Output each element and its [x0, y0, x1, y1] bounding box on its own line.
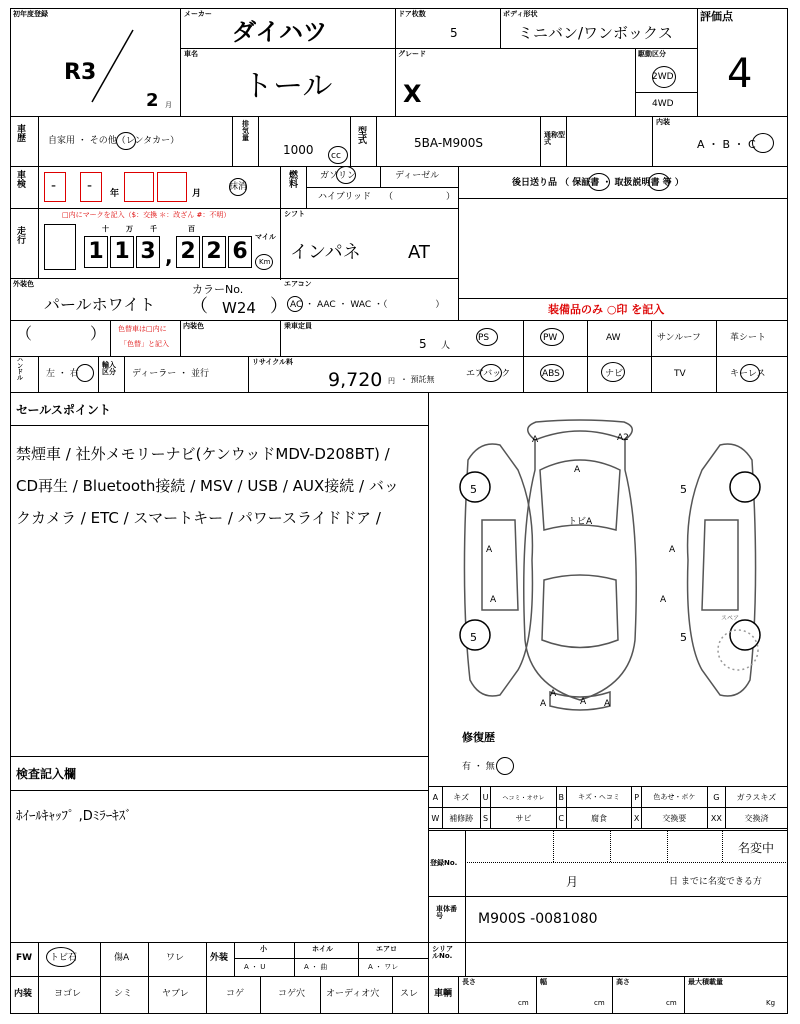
score-value: 4 — [727, 51, 753, 97]
import-value: ディーラー ・ 並行 — [132, 369, 210, 379]
equip-tv: TV — [674, 369, 686, 379]
check-label: 検査記入欄 — [16, 767, 77, 781]
equip-ps: PS — [478, 333, 490, 343]
vin-label: 車体番号 — [436, 905, 457, 920]
legend-code: A — [429, 787, 443, 808]
serial-label: シリアルNo. — [432, 945, 453, 960]
height-label: 高さ — [616, 978, 630, 986]
equip-header: 装備品のみ ○印 を記入 — [548, 303, 665, 316]
month-unit: 月 — [165, 101, 172, 109]
tire-depth: 5 — [470, 631, 477, 644]
inspection-year-unit: 年 — [110, 189, 120, 199]
interior-item: コゲ穴 — [278, 989, 306, 999]
displacement-unit: cc — [331, 151, 341, 161]
equip-sunroof: サンルーフ — [657, 333, 701, 343]
small-label: 小 — [260, 945, 267, 953]
tire-depth: 5 — [470, 483, 477, 496]
insp-box1: - — [44, 172, 66, 202]
unregistered: 抹消 — [229, 182, 248, 192]
damage-mark: A — [604, 699, 611, 709]
inspection-label: 車検 — [17, 171, 27, 190]
equip-leather: 革シート — [730, 333, 767, 343]
drive-4wd: 4WD — [652, 99, 674, 109]
damage-mark: A — [490, 595, 497, 605]
bottom-interior-label: 内装 — [14, 989, 33, 999]
color-no: W24 — [222, 299, 256, 317]
odo-digit: 6 — [228, 236, 252, 268]
legend-desc: ヘコミ・オサレ — [491, 787, 556, 808]
load-label: 最大積載量 — [688, 978, 723, 986]
model-name-value: トール — [243, 69, 333, 104]
capacity-value: 5 — [419, 337, 427, 351]
sales-line: 禁煙車 / 社外メモリーナビ(ケンウッドMDV-D208BT) / — [16, 445, 390, 463]
cc-circle — [328, 146, 348, 164]
legend-code: B — [556, 787, 566, 808]
doors-value: 5 — [450, 26, 458, 40]
usage-value: 自家用 ・ その他（レンタカー） — [48, 136, 180, 146]
exterior-color: パールホワイト — [44, 295, 156, 314]
ac-circle — [287, 296, 303, 312]
color-paren-close: ） — [270, 296, 288, 317]
fw-item: トビ石 — [50, 953, 78, 963]
interior-item: ヨゴレ — [54, 989, 82, 999]
damage-mark: A2 — [617, 433, 629, 443]
height-unit: cm — [666, 999, 677, 1007]
handle-right-circle — [76, 364, 94, 382]
interior-color-label: 内装色 — [183, 322, 204, 330]
equip-airbag-circle — [480, 364, 502, 382]
repair-none-circle — [496, 757, 514, 775]
insp-box4 — [157, 172, 187, 202]
equip-abs: ABS — [542, 369, 560, 379]
size-label: 車輌 — [434, 989, 453, 999]
equip-pw: PW — [543, 333, 558, 343]
equip-aw: AW — [606, 333, 621, 343]
interior-item: オーディオ穴 — [326, 989, 380, 999]
odo-digit: 1 — [84, 236, 108, 268]
legend-code: P — [632, 787, 642, 808]
maker-value: ダイハツ — [232, 18, 328, 46]
equip-keyless: キーレス — [730, 369, 766, 379]
doors-label: ドア枚数 — [398, 10, 426, 18]
place-man: 万 — [126, 225, 133, 233]
mileage-note: □内にマークを記入（$：交換 ＊：改ざん #：不明） — [62, 211, 231, 219]
fw-chip-circle — [46, 947, 76, 967]
legend-desc: 補修跡 — [442, 808, 480, 829]
exterior-label: 外装色 — [13, 280, 34, 288]
legend-desc: キズ・ヘコミ — [566, 787, 631, 808]
reg-no-label: 登録No. — [430, 859, 458, 867]
insp-box3 — [124, 172, 154, 202]
handle-label: ハンドル — [17, 357, 24, 382]
displacement-label: 排気量 — [242, 120, 249, 142]
fw-label: FW — [16, 953, 33, 963]
damage-mark: A — [574, 465, 581, 475]
body-value: ミニバン/ワンボックス — [518, 24, 673, 42]
small-value: A ・ U — [244, 963, 266, 971]
recycle-value: 9,720 — [328, 369, 383, 391]
damage-mark: A — [532, 435, 539, 445]
sales-line: クカメラ / ETC / スマートキー / パワースライドドア / — [16, 509, 381, 527]
check-text: ﾎｲｰﾙｷｬｯﾌﾟ ,Dﾐﾗｰｷｽﾞ — [16, 809, 132, 824]
legend-desc: 交換済 — [725, 808, 787, 829]
reg-month: 月 — [566, 875, 579, 889]
capacity-unit: 人 — [441, 341, 451, 351]
drive-label: 駆動区分 — [638, 50, 666, 58]
mileage-unit-label: マイル — [255, 233, 276, 241]
legend-desc: キズ — [442, 787, 480, 808]
car-damage-diagram — [440, 410, 780, 720]
odo-comma: , — [165, 244, 173, 268]
manual-circle — [648, 173, 670, 191]
wheel-value: A ・ 曲 — [304, 963, 328, 971]
grade-value: X — [403, 80, 422, 108]
recycle-label: リサイクル料 — [252, 358, 294, 366]
damage-mark: A — [660, 595, 667, 605]
reg-day-note: 日 までに名変できる方 — [669, 877, 762, 887]
fuel-hybrid: ハイブリッド — [318, 192, 372, 202]
fw-item: 傷A — [114, 953, 130, 963]
interior-item: スレ — [400, 989, 419, 999]
width-unit: cm — [594, 999, 605, 1007]
fw-item: ワレ — [166, 953, 185, 963]
ac-label: エアコン — [284, 280, 312, 288]
mileage-unit-km: Km — [259, 258, 271, 266]
interior-item: コゲ — [226, 989, 245, 999]
spare-label: スペア — [721, 615, 740, 622]
odo-digit: 1 — [110, 236, 134, 268]
load-unit: Kg — [766, 999, 776, 1007]
legend-code: W — [429, 808, 443, 829]
wheel-label: ホイル — [312, 945, 333, 953]
interior-grade-c-circle — [752, 133, 774, 153]
sales-line: CD再生 / Bluetooth接続 / MSV / USB / AUX接続 / バッ — [16, 477, 399, 495]
interior-item: シミ — [114, 989, 133, 999]
warranty-circle — [588, 173, 610, 191]
body-label: ボディ形状 — [503, 10, 538, 18]
km-circle — [255, 254, 273, 270]
score-label: 評価点 — [700, 10, 733, 23]
legend-code: XX — [707, 808, 725, 829]
first-reg-year: R3 — [64, 60, 97, 85]
bottom-exterior-label: 外装 — [210, 953, 229, 963]
fuel-label: 燃料 — [289, 171, 299, 190]
maker-label: メーカー — [184, 10, 212, 18]
displacement-value: 1000 — [283, 143, 314, 157]
import-label: 輸入区分 — [102, 361, 116, 376]
legend-desc: 交換要 — [642, 808, 708, 829]
legend-code: C — [556, 808, 566, 829]
legend-code: U — [480, 787, 490, 808]
repaint-open: （ — [16, 324, 33, 343]
repair-value: 有 ・ 無 — [462, 762, 495, 772]
legend-desc: サビ — [491, 808, 556, 829]
interior-label: 内装 — [656, 118, 670, 126]
inspection-month-unit: 月 — [192, 189, 202, 199]
aero-value: A ・ ワレ — [368, 963, 399, 971]
place-hyaku: 百 — [188, 225, 195, 233]
place-sen: 千 — [150, 225, 157, 233]
type-label: 型式 — [358, 127, 368, 146]
capacity-label: 乗車定員 — [284, 322, 312, 330]
repaint-note2: 「色替」と記入 — [120, 340, 169, 348]
length-label: 長さ — [462, 978, 476, 986]
legend-code: X — [632, 808, 642, 829]
fuel-diesel: ディーゼル — [395, 171, 440, 181]
insp-box2: - — [80, 172, 102, 202]
legend-desc: 腐食 — [566, 808, 631, 829]
odo-digit: 3 — [136, 236, 160, 268]
damage-mark: A — [580, 697, 587, 707]
length-unit: cm — [518, 999, 529, 1007]
docs-value: 後日送り品 （ 保証書 ・ 取扱説明書 等 ） — [512, 178, 684, 188]
place-ten: 十 — [102, 225, 109, 233]
odo-digit: 2 — [176, 236, 200, 268]
damage-legend — [428, 786, 788, 829]
damage-mark: A — [669, 545, 676, 555]
legend-code: S — [480, 808, 490, 829]
fuel-other: （ — [384, 192, 394, 202]
ac-value: AC ・ AAC ・ WAC ・（ ） — [290, 300, 445, 310]
damage-mark: トビA — [568, 517, 593, 527]
recycle-deposit: ・ 預託無 — [400, 375, 435, 384]
history-label: 車歴 — [17, 125, 27, 144]
first-reg-label: 初年度登録 — [13, 10, 48, 18]
legend-desc: 色あせ・ボケ — [642, 787, 708, 808]
equip-pw-circle — [540, 328, 564, 346]
equip-navi: ナビ — [605, 369, 624, 379]
repaint-close: ） — [90, 324, 107, 343]
shift-position: インパネ — [290, 242, 361, 263]
repair-label: 修復歴 — [462, 731, 495, 744]
width-label: 幅 — [540, 978, 547, 986]
grade-label: グレード — [398, 50, 426, 58]
fuel-other-close: ） — [446, 192, 456, 202]
equip-abs-circle — [540, 364, 564, 382]
interior-item: ヤブレ — [162, 989, 189, 999]
equip-keyless-circle — [740, 364, 760, 382]
name-change: 名変中 — [738, 841, 775, 855]
tire-depth: 5 — [680, 631, 687, 644]
color-no-label: カラーNo. — [192, 283, 244, 296]
recycle-unit: 円 — [388, 377, 395, 385]
equip-airbag: エアバック — [466, 369, 511, 379]
color-paren-open: （ — [190, 296, 208, 317]
unregistered-circle — [229, 178, 247, 196]
equip-ps-circle — [476, 328, 498, 346]
repaint-note1: 色替車は□内に — [118, 325, 167, 333]
mileage-mark-box — [44, 224, 76, 270]
vin-value: M900S -0081080 — [478, 911, 598, 927]
drive-2wd-circle — [652, 66, 676, 88]
drive-2wd: 2WD — [652, 72, 674, 82]
aero-label: エアロ — [376, 945, 397, 953]
fuel-gasoline-circle — [336, 166, 356, 184]
odo-digit: 2 — [202, 236, 226, 268]
shift-label: シフト — [284, 210, 305, 218]
damage-mark: A — [486, 545, 493, 555]
mileage-label: 走行 — [17, 227, 27, 246]
usage-other-circle — [116, 132, 136, 150]
fuel-gasoline: ガソリン — [320, 171, 357, 181]
damage-mark: A — [540, 699, 547, 709]
sales-points-label: セールスポイント — [16, 403, 111, 417]
tire-depth: 5 — [680, 483, 687, 496]
handle-side: 左 ・ 右 — [46, 369, 79, 379]
interior-grades: A ・ B ・ C — [697, 138, 756, 151]
type-value: 5BA-M900S — [414, 136, 484, 150]
legend-desc: ガラスキズ — [725, 787, 787, 808]
shift-type: AT — [408, 242, 430, 263]
common-type-label: 通称型式 — [544, 131, 565, 146]
legend-code: G — [707, 787, 725, 808]
equip-navi-circle — [601, 362, 625, 382]
model-name-label: 車名 — [184, 50, 198, 58]
first-reg-month: 2 — [146, 90, 159, 111]
damage-mark: A — [550, 689, 557, 699]
